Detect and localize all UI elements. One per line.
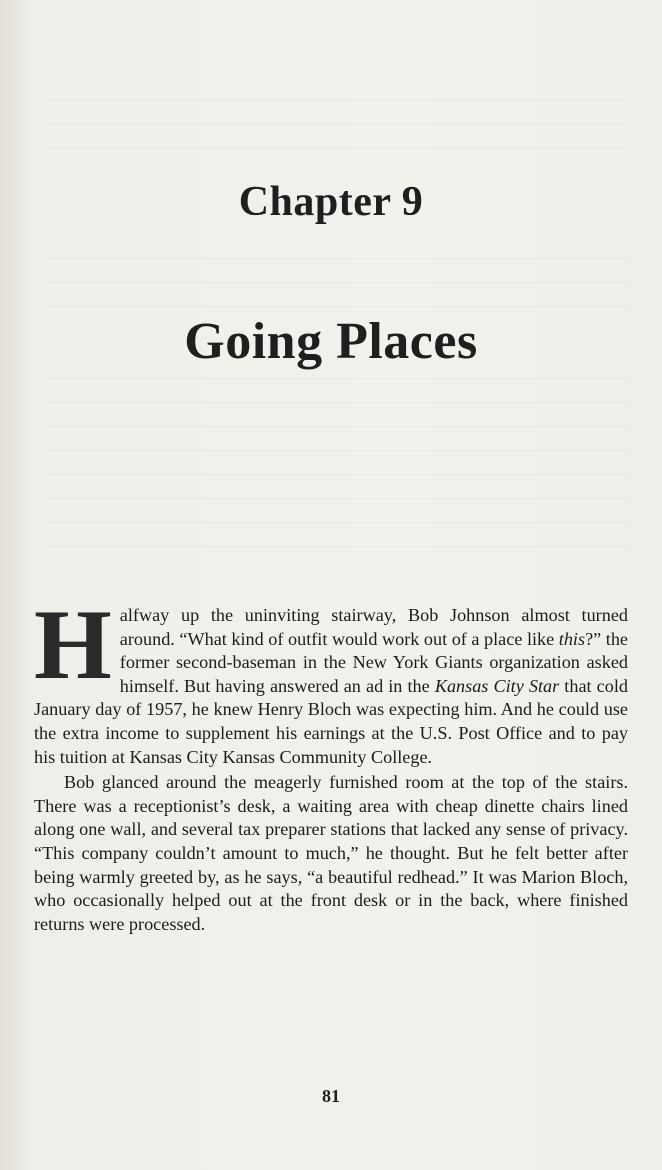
body-text (34, 589, 628, 936)
page-number: 81 (322, 1086, 340, 1106)
newspaper-title: Kansas City Star (434, 675, 560, 696)
drop-cap: H (34, 589, 112, 700)
paragraph-1 (34, 589, 628, 769)
paragraph-2: Bob glanced around the meagerly furnished room at the top of the stairs. There was a receptionist’s desk, a waiting area with cheap dinette chairs lined along one wall, and several tax preparer stations that lacked any sense of privacy. “This company couldn’t amount to much,” he thought. But he felt better after being warmly greeted by, as he says, “a beautiful redhead.” It was Marion Bloch, who occasionally helped out at the front desk or in the back, where finished returns were processed. (34, 772, 628, 934)
chapter-label: Chapter 9 (238, 179, 424, 225)
emphasis-this: this (558, 628, 586, 649)
paragraph-1-part-3: that cold January day of 1957, he knew Henry Bloch was expecting him. And he could use the extra income to supplement his earnings at the U.S. Post Office and to pay his tuition at Kansas City Kansas Community College. (34, 675, 628, 767)
paragraph-1-part-2: ?” the former second-baseman in the New York Giants organization asked himself. But having answered an ad in the (119, 628, 628, 696)
paragraph-1-part-1: alfway up the uninviting stairway, Bob Johnson almost turned around. “What kind of outfit would work out of a place like (119, 605, 628, 649)
chapter-title: Going Places (184, 313, 478, 370)
